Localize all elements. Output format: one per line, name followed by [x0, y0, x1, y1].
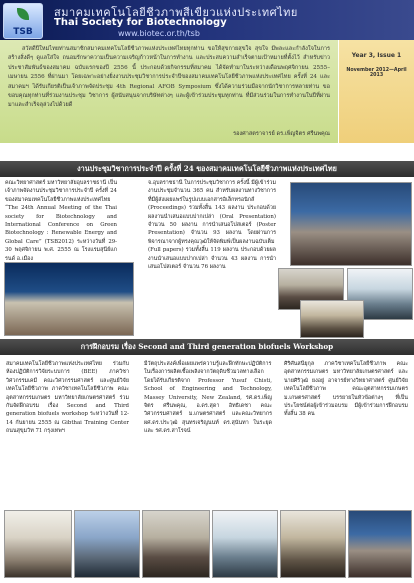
header-title-english: Thai Society for Biotechnology	[54, 17, 227, 28]
intro-text: สวัสดีปีใหม่ไทยท่านสมาชิกสมาคมเทคโนโลยีชีวภาพแห่งประเทศไทยทุกท่าน ขอให้สุขกายสุขใจ สุขใจ มีพละและกำลังใจในการสร้างสิ่งดีๆ ดูแลใส่ใจ ถนอมรักษาความเป็นความเจริญก้าวหน้าในการทำงาน และประสบความสำเร็จตามเป้าหมายที่ตั้งไว้ สำหรับข่าวประชาสัมพันธ์ของสมาคม ฉบับแรกของปี 2556 นี้ ประกอบด้วยกิจกรรมที่สมาคม ได้จัดทำมาในระหว่างเดือนพฤศจิกายน 2555–เมษายน 2556 ที่ผ่านมา โดยเฉพาะอย่างยิ่งงานประชุมวิชาการประจำปีของสมาคมเทคโนโลยีชีวภาพแห่งประเทศไทย ครั้งที่ 24 และสมาคมฯ ได้รับเกียรติเป็นเจ้าภาพจัดประชุม 4th Regional AFOB Symposium ซึ่งได้ความร่วมมือจากนักวิชาการหลายท่าน ขอขอบคุณทุกท่านที่ร่วมงานประชุม วิชาการ ผู้สนับสนุนจากบริษัทต่างๆ และผู้เข้าร่วมประชุมทุกท่าน ที่มีส่วนร่วมในการทำงานในปีที่ผ่านมาและสำเร็จลุล่วงไปด้วยดี	[8, 46, 330, 109]
section2-title: การฝึกอบรม เรื่อง Second and Third generation biofuels Workshop	[0, 339, 414, 355]
issue-number: Year 3, Issue 1	[351, 52, 402, 59]
issue-box	[339, 40, 414, 143]
section1-column1-text: คณะวิทยาศาสตร์ มหาวิทยาลัยอุบลราชธานี เป็นเจ้าภาพจัดงานประชุมวิชาการประจำปี ครั้งที่ 24 ของสมาคมเทคโนโลยีชีวภาพแห่งประเทศไทย “The 24th Annual Meeting of the Thai society for Biotechnology and International Conference on Green Biotechnology : Renewable Energy and Global Care” (TSB2012) ระหว่างวันที่ 29-30 พฤศจิกายน พ.ศ. 2555 ณ โรงแรมสุนีย์แกรนด์ อ.เมือง	[5, 180, 117, 262]
section1-column2-text: จ.อุบลราชธานี ในการประชุมวิชาการ ครั้งนี้ มีผู้เข้าร่วมงานประชุมจำนวน 365 คน สำหรับผลงานทางวิชาการที่มีผู้ส่งเผยแพร่ในรูปแบบเอกสารอิเล็กทรอนิกส์ (Proceedings) รวมทั้งสิ้น 143 ผลงาน ประกอบด้วยผลงานนำเสนอแบบปากเปล่า (Oral Presentation) จำนวน 50 ผลงาน การนำเสนอโปสเตอร์ (Poster Presentation) จำนวน 93 ผลงาน โดยผ่านการพิจารณาจากผู้ทรงคุณวุฒิให้จัดพิมพ์เป็นผลงานฉบับเต็ม (Full papers) รวมทั้งสิ้น 119 ผลงาน ประกอบด้วยผลงานนำเสนอแบบปากเปล่า จำนวน 43 ผลงาน การนำเสนอโปสเตอร์ จำนวน 76 ผลงาน	[148, 180, 276, 271]
section2-column3-text: ศิริศันสนียุกุล ภาควิชาเทคโนโลยีชีวภาพ คณะอุตสาหกรรมเกษตร มหาวิทยาลัยเกษตรศาสตร์ และนายศิริวุฒิ ยงอยู่ อาจารย์ทางวิทยาศาสตร์ ศูนย์วิจัยเทคโนโลยีชีวภาพ คณะอุตสาหกรรมเกษตร ม.เกษตรศาสตร์ บรรยายในหัวข้อต่างๆ ที่เป็นประโยชน์ต่อผู้เข้าร่วมอบรม มีผู้เข้าร่วมการฝึกอบรมทั้งสิ้น 38 คน	[284, 361, 408, 418]
tsb-logo	[3, 3, 43, 39]
intro-panel	[0, 40, 338, 143]
conference-hall-photo	[4, 262, 134, 336]
workshop-lab-photo-2	[142, 510, 210, 578]
header-title-thai: สมาคมเทคโนโลยีชีวภาพสีเขียวแห่งประเทศไทย	[54, 6, 298, 19]
workshop-participants-photo	[212, 510, 278, 578]
intro-signature: รองศาสตราจารย์ ดร.เพ็ญจิตร ศรีนพคุณ	[233, 131, 330, 137]
workshop-group-photo	[348, 510, 412, 578]
workshop-lecture-photo	[74, 510, 140, 578]
section2-column2-text: มีวัตถุประสงค์เพื่อเผยแพร่ความรู้และฝึกทักษะปฏิบัติการในเรื่องการผลิตเชื้อเพลิงจากวัตถุดิบชีวมวลทางเลือก โดยได้รับเกียรติจาก Professor Yusuf Chisti, School of Engineering and Technology, Massey University, New Zealand, รศ.ดร.เพ็ญจิตร ศรีนพคุณ, อ.ดร.สุดา อิทธิเดชา คณะวิศวกรรมศาสตร์ ม.เกษตรศาสตร์ และคณะวิทยากร ผศ.ดร.ประวุฒิ สุนทรเจริญนนท์ ดร.สุนันทา ในระยุด และ รศ.ดร.สาโรจน์	[144, 361, 272, 435]
section2-column1-text: สมาคมเทคโนโลยีชีวภาพแห่งประเทศไทย ร่วมกับห้องปฏิบัติการวิจัยระบบการ (BEE) ภาควิชาวิศวกรรมเคมี คณะวิศวกรรมศาสตร์ และศูนย์วิจัยเทคโนโลยีชีวภาพ ภาควิชาเทคโนโลยีชีวภาพ คณะอุตสาหกรรมเกษตร มหาวิทยาลัยเกษตรศาสตร์ ร่วมกันจัดฝึกอบรม เรื่อง Second and Third generation biofuels workshop ระหว่างวันที่ 12-14 กันยายน 2555 ณ Gibthai Training Center ถนนสุขุมวิท 71 กรุงเทพฯ	[6, 361, 129, 435]
logo-text: TSB	[13, 27, 33, 37]
workshop-demo-photo	[280, 510, 346, 578]
header-website[interactable]: www.biotec.or.th/tsb	[118, 29, 200, 38]
header-banner	[0, 0, 414, 40]
discussion-photo	[300, 300, 364, 338]
section1-title: งานประชุมวิชาการประจำปี ครั้งที่ 24 ของสมาคมเทคโนโลยีชีวภาพแห่งประเทศไทย	[0, 161, 414, 177]
issue-period: November 2012—April 2013	[346, 68, 407, 78]
workshop-lab-photo-1	[4, 510, 72, 578]
leaf-icon	[17, 8, 29, 20]
group-stage-photo	[290, 182, 412, 266]
